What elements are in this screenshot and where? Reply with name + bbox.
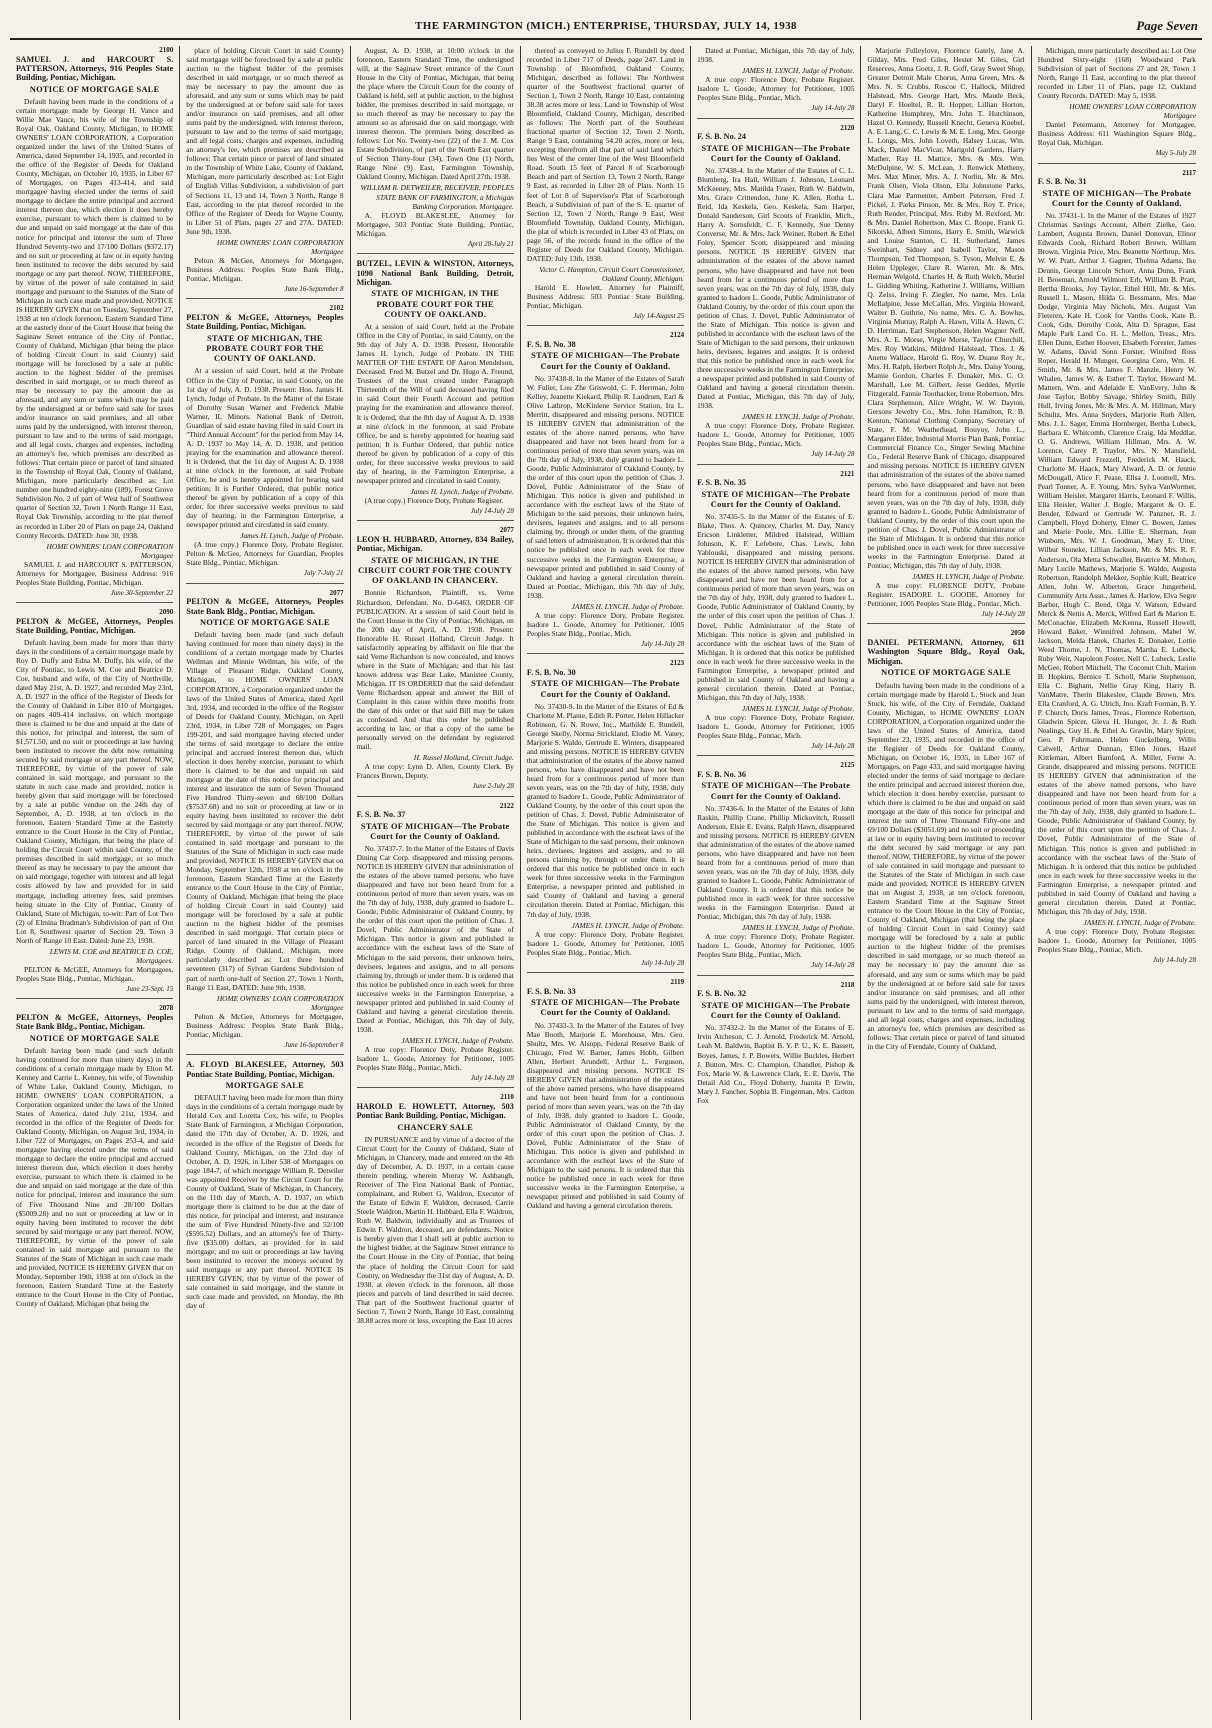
notice-signature: HOME OWNERS' LOAN CORPORATION Mortgagee	[1069, 102, 1196, 121]
notice-run-dates: July 14-July 28	[470, 506, 514, 515]
notice-attorney-header: PELTON & McGEE, Attorneys, Peoples State Bank Bldg., Pontiac, Michigan.	[186, 597, 344, 616]
notice-attorney-block: Daniel Petermann, Attorney for Mortgagee, Business Address: 611 Washington Square Bldg., Royal Oak, Michigan.	[1037, 120, 1196, 148]
notice-run-dates: June 16-September 8	[284, 284, 344, 293]
legal-notice	[527, 46, 684, 326]
notice-signature: JAMES H. LYNCH, Judge of Probate.	[912, 571, 1025, 581]
notice-heading: STATE OF MICHIGAN—The Probate Court for the County of Oakland.	[360, 821, 510, 841]
notice-heading: NOTICE OF MORTGAGE SALE	[29, 1033, 160, 1043]
legal-notice	[867, 629, 1024, 1055]
notice-number: 2123	[670, 659, 685, 668]
notice-run-dates: July 14-August 25	[633, 311, 685, 320]
notice-attorney-header: F. S. B. No. 36	[697, 769, 746, 779]
column-2	[180, 46, 350, 1720]
legal-notice	[697, 124, 854, 465]
notice-number: 2102	[329, 304, 344, 313]
notice-signature: HOME OWNERS' LOAN CORPORATION Mortgagee	[216, 993, 344, 1012]
legal-notice	[186, 589, 343, 1056]
notice-body: No. 37433-3. In the Matter of the Estates of Ivey Mae Booth, Marjorie E. Morehouse, Mrs. Geo. Shultz, Mrs. W. Alsopp, Federal Reserve Bank of Chicago, Fred W. Barner, James Hobb, Gilbert Allen, Herbert Arundell, Arthur L. Ferguson, disappeared and missing persons. NOTICE IS HEREBY GIVEN that administration of the estates of the above named persons, who have disappeared and have not been heard from for a continuous period of more than seven years, was on the 7th day of July, 1938, duly granted to Isadore L. Goode, Public Administrator of Oakland County, by the order of this court upon the petition of Chas. J. Dovel, Public Administrator of the State of Michigan. This notice is given and published in accordance with the escheat laws of the State of Michigan to the said persons. It is ordered that this notice be published once in each week for three successive weeks in the Farmington Enterprise, a newspaper printed and published in said County of Oakland and having a general circulation therein.	[526, 1020, 685, 1211]
notice-attorney-header: HAROLD E. HOWLETT, Attorney, 503 Pontiac Bank Building, Pontiac, Michigan.	[356, 1101, 514, 1121]
legal-notice	[186, 1060, 343, 1315]
column-7	[1032, 46, 1202, 1720]
legal-notice	[1038, 46, 1196, 164]
column-3	[351, 46, 521, 1720]
notice-heading: STATE OF MICHIGAN, IN THE CIRCUIT COURT FOR THE COUNTY OF OAKLAND IN CHANCERY.	[358, 555, 513, 586]
notice-body: thereof as conveyed to Julius F. Rundell by deed recorded in Liber 717 of Deeds, page 247. Land in Township of Bloomfield, Oakland County, Michigan, described as follows: The Northwest quarter of the Southwest fractional quarter of Section 1, Town 2 North, Range 10 East, containing 38.38 acres more or less. Land in Township of West Bloomfield, Oakland County, Michigan, described as follows: The North part of the Southeast fractional quarter of Section 12, Town 2 North, Range 9 East, containing 54.20 acres, more or less, excepting therefrom all that part of said land which lies West of the center line of the West Bloomfield Road. South 15 feet of Parcel 8 of Scarborough Beach and part of Section 13, Town 2 North, Range 9 East, as recorded in Liber 28 of Plats. North 15 feet of Lot 8 of Supervisor's Plat of Scarborough Beach, a Subdivision of part of the S. E. quarter of Section 12, Town 2 North, Range 9 East, West Bloomfield Township, Oakland County, Michigan, the plat of which is recorded in Liber 43 of Plats, on page 56, of the records found in the office of the Register of Deeds for Oakland County, Michigan. DATED: July 13th, 1938.	[526, 46, 685, 263]
notice-body: No. 37431-1. In the Matter of the Estates of 1927 Christmas Savings Account, Albert Zielke, Geo. Lambert, Augusta Brown, Daniel Donovan, Elinor Edwards Cook, Richard Robert Brown, William Brown, Virginia Price, Mrs. Beanette Northrup, Mrs. W. W. Pratt, Arthur J. Gagner, Thelma Adams, Ike Dennis, George Lincoln Schorr, Anna Dunn, Frank H. Broeman, Arnold Wilmont Erb, William B. Pratt, Bertha Brooks, Joy Taylor, Ethel Hill, Mr. & Mrs. Russell L. Mason, Hilda G. Bessmann, Mrs. Mae Dodge, Virginia May Nichols, Mrs. August Van Fleteren, Kate H. Cook for Vanths Cook, Kate B. Cook, Gdn. Dorothy Cook, Alta D. Sprague, East Maple Park Land Co. H. L. Mellon, Treas., Mrs. Ellen Dunn, Esther Hoover, Elsabeth Forester, James W. Adams, David Sonn Forster, Winifred Ross Roper, Herald H. Munger, Georgina Cero, Wm. H. Smith, Mr. & Mrs. James F. Manzle, Henry W. Whalen, James W. & Esther T. Taylor, Howard M. Mattern, Wm. and Adelaide E. VanEvery, John & Jose Taylor, Bobby Savage, Shirley Smith, Billy Hull, Irving Jones, Mr. & Mrs. A. M. Hillman, Mary Schultz, Mrs. Anna Snyders, Marjorie Ruth Allen, Mrs. J. L. Sager, Emma Hornberger, Bertha Lubeck, Barbara E. Whitcomb, Clarence Craig, Ida Meddlar, O. G. Andrews, William Hillman, Mrs. A. W. Lorence, Carey P. Traylor, Mrs. N. Mansfield, William Edward Frezzell, Frederick M. Haack, Charlotte M. Haack, Mary Alward, A. D. or Jennie McDougall, Alice F. Pease, Ellsa J. Loomell, Mrs. Pearl Tonner, A. F. Young, Mrs. Sylva VanWormer, William Heisler, Margaret Harris, Leonard F. Willis, Ella Heisler, Walter J. Bogle, Margaret & O. E. Bender, Edward or Gertrude W. Panzner, R. J. Campbell, Floyd Doherty, Elmer C. Bowen, James and Marie Poole, Mrs. Lillie E. Sherman, Jean Winborn, Mrs. W. J. Goodman, Mary E. Utter, Wilbur Stoneke, Lillian Jackson, Mr. & Mrs. R. F. Anderson, Ola Metta Schwaller, Beatrice M. Mohon, Mary Lucile Mathews, Marjorie S. Waldo, Augusta Robertson, Randolph Mekker, Sophie Kull, Beatrice Allen, John W. Alberton, Grace Jungerheid, Community Arts Assn., James A. Harlow, Elva Segre Barber, Hugh C. Bend, Olga V. Watson, Edward Merck & Nettis A. Merck, Wilfred Earl & Marion E. McConachie, Elizabeth McKenna, Russell Howell, Howard Baker, Winnifred Johnson, Mabel W. Jackson, Melda Hanek, Charles E. Donaker, Lottie Weed Thorne, J. N. Thomas, Martha E. Lubeck, Ruby Weir, Napoleon Foster, Nell C. Lubeck, Leslie McGee, Robert Mitchell, The Coconut Club, Marion B. Hopkins, Bernice T. Scholl, Marie Stephenson, Ella C. Bigham, Nellie Gray King, Harry B. VanMatre, Therin Blakeslee, Claude Brown, Mrs. Ella Cranford, A. G. Ulrich, Jno. Kraft Forman, B. Y. P. Church, Doris James, Treas., Florence Robertson, Gladwin Spicer, Gleva H. Hunger, Jr. J. & Ruth Nealings, Guy H. & Ethel A. Gravlin, Mary Spicer, Geo. P. Fuhrmann, Helen Guckelberg, Willis Calwell, Arthur Dunnan, Ellen Jones, Hazel Kittleman, Albert Bamford, A. Miller, Ferne A. Grande, disappeared and missing persons. NOTICE IS HEREBY GIVEN that administration of the estates of the above named persons, who have disappeared and have not been heard from for a continuous period of more than seven years, was on the 7th day of July, 1938, duly granted to Isadore L. Goode, Public Administrator of Oakland County, by the order of this court upon the petition of Chas. J. Dovel, Public Administrator of the State of Michigan. This notice is given and published in accordance with the escheat laws of the State of Michigan. It is ordered that this notice be published once in each week for three successive weeks in the Farmington Enterprise, a newspaper printed and published in said County of Oakland and having a general circulation therein. Dated at Pontiac, Michigan, this 7th day of July, 1938.	[1037, 211, 1196, 916]
notice-body: Michigan, more particularly described as: Lot One Hundred Sixty-eight (168) Woodward Park Subdivision of part of Sections 27 and 28, Town 1 North, Range 11 East, according to the plat thereof recorded in Liber 11 of Plats, page 12, Oakland County Records. DATED: May 5, 1938.	[1037, 46, 1196, 101]
legal-notice	[867, 46, 1024, 624]
legal-notice	[697, 46, 854, 119]
notice-attorney-header: F. S. B. No. 33	[526, 986, 576, 996]
legal-notice	[527, 659, 684, 973]
notice-attorney-block: (A true copy.) Florence Doty, Probate Register. Pelton & McGee, Attorneys for Guardian, Peoples State Bldg., Pontiac, Michigan.	[186, 540, 344, 568]
notice-number: 2050	[1010, 629, 1025, 638]
legal-notice	[1038, 169, 1196, 970]
notice-signature: JAMES H. LYNCH, Judge of Probate.	[741, 703, 855, 713]
notice-number: 2077	[499, 526, 514, 535]
notice-signature: HOME OWNERS' LOAN CORPORATION Mortgagee	[216, 237, 344, 256]
notice-number: 2090	[159, 608, 174, 617]
notice-body: No. 37435-5. In the Matter of the Estates of E. Blake, Thos. A. Quincey, Charles M. Day, Nancy Ericson Linkletter, Mildred Halstead, William Johnson, K. F. Lefebore, Chas. Lewis, John Yablouski, disappeared and missing persons. NOTICE IS HEREBY GIVEN that administration of the estates of the above named persons, who have disappeared and have not been heard from for a continuous period of more than seven years, was on the 7th day of July, 1938, duly granted to Isadore L. Goode, Public Administrator of Oakland County, by the order of this court upon the petition of Chas. J. Dovel, Public Administrator of the State of Michigan. This notice is given and published in accordance with the escheat laws of the State of Michigan. It is ordered that this notice be published once in each week for three successive weeks in the Farmington Enterprise, a newspaper printed and published in said County of Oakland and having a general circulation therein. Dated at Pontiac, Michigan, this 7th day of July, 1938.	[697, 512, 855, 702]
legal-notice	[357, 802, 514, 1089]
notice-run-dates: July 14-July 28	[811, 450, 855, 459]
legal-notice	[697, 761, 854, 976]
notice-number: 2110	[500, 1093, 514, 1102]
notice-number: 2120	[840, 123, 855, 132]
notice-attorney-header: PELTON & McGEE, Attorneys, Peoples State Building, Pontiac, Michigan.	[16, 616, 174, 636]
notice-body: Marjorie Fulleylove, Florence Gately, Jane A. Gilday, Mrs. Fred Giles, Hester M. Giles, Girl Reserves, Anna Goetz, J. R. Goff, Gray Sweet Shop, Greater Detroit Male Chorus, Anna Green, Mrs. & Mrs. N. S. Crubbs, Roscoe C. Hallock, Mildred Halstead, Mrs. George Hart, Mrs. Maude Beck, Daryl F. Hoeltel, R. R. Hopper, Lillian Horton, Katherine Humphrey, Mrs. John T. Hutchinson, Hazel O. Kennedy, Russell Knecht, Geneva Knebel, A. E. Lang, C. C. Lewis & M. E. Long, Mrs. George L. Longs, Mrs. John Loveth, Halsey Lucas, Wm. Mack, Daniel MacVicar, Marigold Gardens, Harry Mather, Ray H. Mattice, Mrs. & Mrs. Wm. McDulpine, W. S. McLean, J. Renwick Metheny, Mrs. Max Miner, Mrs. A. J. Norlin, Mr. & Mrs. Frank Olsen, Viola Olson, Ella Johnstone Parks, Clara Mae Parmenter, Ambert Peterson, Fred J. Pickel, J. Parks Pinson, Mr. & Mrs. Roy T. Price, Ruth Render, Principal, Mrs. Ruby M. Rexford, Mr. & Mrs. Daniel Robertson, Max C. Roope, Frank G. Sikorski, Albert Simons, Harry E. Smith, Warwick and Louise Stanton, C. H. Sutherland, James Sweinhart, Sidney and Isabell Taylor, Mason Thompson, Ted Thompson, S. Tyson, Melvin E. & Helen Uppleger, Clare R. Warren, Mr. & Mrs. Herman Welgold, Charles H. & Ruth Welch, Muriel L. Gidding Whiting, Katherine J. Williams, William Q. Zelss, Irving F. Ziegler, No name, Mrs. Lola McIlalpine, Jesse McCallan, Mrs. Virginia Howard, Walter B. Guthrie, No name, Mrs. C. A. Bowlus, Virginia Murray, Ralph A. Hawn, Villa A. Hawn, C. D. Herriman, Earl Stephenson, Helen Wagner Neff, Mrs. A. E. Morse, Virgie Morse, Taylor Churchill, Mrs. Roy Watkins, Mildred Halstead, Thos. J. & Anette Wallace, Harold G. Roy, W. Duane Roy Jr., Mrs. H. Ralph, Herbert Rolph Jr., Mrs. Daisy Young, Mamie Gordon, Charles F. Donaker, Mrs. C. O. Marshall, Lee M. Gilbert, Jesse Geddes, Myrtle Fitzgerald, Fannie Toothacker, Irene Robertson, Mrs. Clara Stephenson, Alice Wright, W. W. Dayton, Gersons Jewelry Co., Mrs. John Hamilton, R. B. Kenton, National Clothing Company, Secretary of State, F. M. Weatherhead, Bouyuy, John L., Margaret Elder, Industrial Morris Plan Bank, Pontiac Commercial Finance Co., Singer Sewing Machine Co., Federal Reserve Bank of Chicago, disappeared and missing persons. NOTICE IS HEREBY GIVEN that administration of the estates of the above named persons, who have disappeared and have not been heard from for a continuous period of more than seven years, was on the 7th day of July, 1938, duly granted to Isadore L. Goode, Public Administrator of Oakland County, by the order of this court upon the petition of Chas. J. Dovel, Public Administrator of the State of Michigan. It is ordered that this notice be published once in each week for three successive weeks in the Farmington Enterprise. Dated at Pontiac, Michigan, this 7th day of July, 1938.	[867, 46, 1025, 570]
notice-run-dates: July 14-July 28	[640, 639, 685, 648]
notice-heading: CHANCERY SALE	[397, 1122, 474, 1132]
notice-body: No. 37437-7. In the Matter of the Estates of Davis Dining Car Corp. disappeared and missing persons. NOTICE IS HEREBY GIVEN that administration of the estates of the above named persons, who have disappeared and have not been heard from for a continuous period of more than seven years, was on the 7th day of July, 1938, duly granted to Isadore L. Goode, Public Administrator of Oakland County, by the order of this court upon the petition of Chas. J. Dovel, Public Administrator of the State of Michigan. This notice is given and published in accordance with the escheat laws of the State of Michigan to the said persons, their unknown heirs, devisees, legatees and assigns, and to all persons claiming by, through or under them. It is ordered that this notice be published once in each week for three successive weeks in the Farmington Enterprise, a newspaper printed and published in said County of Oakland and having a general circulation therein. Dated at Pontiac, Michigan, this 7th day of July, 1938.	[356, 844, 514, 1034]
legal-notice	[16, 608, 173, 999]
notice-attorney-header: A. FLOYD BLAKESLEE, Attorney, 503 Pontiac State Building, Pontiac, Michigan.	[186, 1060, 344, 1079]
legal-notices-page	[10, 46, 1202, 1720]
notice-number: 2122	[499, 801, 514, 810]
notice-signature: James H. Lynch, Judge of Probate.	[240, 531, 344, 541]
column-4	[521, 46, 691, 1720]
notice-body: August, A. D. 1938, at 10:00 o'clock in the forenoon, Eastern Standard Time, the undersigned will, at the Saginaw Street entrance of the Court House in the City of Pontiac, Michigan, that being the place where the Circuit Court for the county of Oakland is held, sell at public auction, to the highest bidder, the premises described in said mortgage, or so much thereof as may be necessary to pay the amount so as aforesaid due on said mortgage, with interest thereon. The premises being described as follows: Lot No. Twenty-two (22) of the J. M. Cox Estate Subdivision, of part of the North East quarter of Section Thirty-four (34), Town One (1) North, Range Nine (9) East, Farmington Township, Oakland County, Michigan. Dated April 27th, 1938.	[356, 46, 514, 182]
notice-signature: JAMES H. LYNCH, Judge of Probate.	[741, 923, 855, 933]
notice-run-dates: June 2-July 28	[472, 782, 514, 791]
notice-attorney-block: (A true copy.) Florence Doty, Probate Register.	[364, 495, 504, 505]
notice-attorney-block: A true copy: Florence Doty, Probate Register. Isadore L. Goode, Attorney for Petitioner, 1005 Peoples State Bldg., Pontiac, Mich.	[697, 712, 855, 740]
notice-number: 2121	[840, 469, 855, 478]
notice-attorney-block: A true copy: Florence Doty, Probate Register. Isadore L. Goode, Attorney for Petitioner, 1005 Peoples State Bldg., Pontiac, Mich.	[1037, 926, 1196, 954]
notice-attorney-header: PELTON & McGEE, Attorneys, Peoples State Building, Pontiac, Michigan.	[186, 312, 344, 332]
notice-run-dates: June 30-September 22	[110, 588, 174, 597]
notice-run-dates: May 5-July 28	[1155, 149, 1196, 158]
legal-notice	[186, 304, 343, 583]
legal-notice	[16, 46, 173, 603]
notice-signature: JAMES H. LYNCH, Judge of Probate.	[741, 66, 855, 76]
column-6	[861, 46, 1031, 1720]
notice-attorney-header: F. S. B. No. 30	[526, 667, 576, 677]
notice-attorney-block: A true copy: Florence Doty, Probate Register. Isadore L. Goode, Attorney for Petitioner, 1005 Peoples State Bldg., Pontiac, Mich.	[526, 929, 685, 957]
notice-attorney-header: F. S. B. No. 38	[526, 339, 576, 349]
notice-attorney-header: PELTON & McGEE, Attorneys, Peoples State Bank Bldg., Pontiac, Michigan.	[16, 1012, 174, 1032]
legal-notice	[186, 46, 343, 299]
notice-heading: STATE OF MICHIGAN, THE PROBATE COURT FOR THE COUNTY OF OAKLAND.	[206, 333, 324, 364]
notice-heading: STATE OF MICHIGAN, IN THE PROBATE COURT FOR THE COUNTY OF OAKLAND.	[371, 289, 500, 319]
notice-body: No. 37436-6. In the Matter of the Estates of John Raskin, Phillip Crane, Phillip Mickovitch, Russell Anderson, Elsie E. Evans, Ralph Hawn, disappeared and missing persons. NOTICE IS HEREBY GIVEN that administration of the estates of the above named persons, who have disappeared and have not been heard from for a continuous period of more than seven years, was on the 7th day of July, 1938, duly granted to Isadore L. Goode, Public Administrator of Oakland County. It is ordered that this notice be published once in each week for three successive weeks in the Farmington Enterprise. Dated at Pontiac, Michigan, this 7th day of July, 1938.	[697, 803, 855, 922]
notice-number: 2125	[840, 761, 855, 770]
notice-number: 2078	[159, 1004, 174, 1013]
legal-notice	[357, 46, 514, 254]
notice-body: No. 37430-9. In the Matter of the Estates of Ed & Charlotte M. Plante, Edith R. Porter, Helen Hillacker Robinson, G. N. Rowe, Inc., Mathilde E. Rundell, George Skelly, Norma Strickland, Elodie M. Vaney, Marjorie S. Waldo, Gertrude E. Winters, disappeared and missing persons. NOTICE IS HEREBY GIVEN that administration of the estates of the above named persons, who have disappeared and have not been heard from for a continuous period of more than seven years, was on the 7th day of July, 1938, duly granted to Isadore L. Goode, Public Administrator of Oakland County, by the order of this court upon the petition of Chas. J. Dovel, Public Administrator of the State of Michigan. This notice is given and published in accordance with the escheat laws of the State of Michigan to the said persons, their unknown heirs, devisees, legatees and assigns, and to all persons claiming by, through or under them. It is ordered that this notice be published once in each week for three successive weeks in the Farmington Enterprise, a newspaper printed and published in said County of Oakland and having a general circulation therein. Dated at Pontiac, Michigan, this 7th day of July, 1938.	[526, 701, 685, 919]
notice-run-dates: July 14-July 28	[981, 609, 1025, 618]
notice-body: Dated at Pontiac, Michigan, this 7th day of July, 1938.	[697, 46, 855, 65]
legal-notice	[357, 1093, 514, 1329]
notice-run-dates: June 23-Sept. 15	[126, 984, 174, 993]
notice-body: Default having been made (and such default having continued for more than ninety days) in the conditions of a certain mortgage made by Elton M. Kenney and Carrie L. Kenney, his wife, of Township of White Lake, Oakland County, Michigan, to HOME OWNERS' LOAN CORPORATION, a Corporation organized under the laws of the United States of America, dated July 21st, 1934, and recorded in the office of the Register of Deeds for Oakland County, Michigan, on August 3rd, 1934, in Liber 722 of Mortgages, on Pages 253-4, and said mortgagee having elected under the terms of said mortgage to declare the entire principal and accrued interest thereon due, which election it does hereby exercise, pursuant to which there is claimed to be due and unpaid on said mortgage at the date of this notice for principal, interest and insurance the sum of Five Thousand Nine and 28/100 Dollars ($5009.28) and no suit or proceeding at law or in equity having been instituted to recover the debt secured by said mortgage or any part thereof. NOW, THEREFORE, by virtue of the power of sale contained in said mortgage and pursuant to the Statutes of the State of Michigan in such case made and provided, NOTICE IS HEREBY GIVEN that on Monday, September 19th, 1938 at ten o'clock in the forenoon, Eastern Standard Time at the Easterly entrance to the Court House in the City of Pontiac, County of Oakland, Michigan (that being the	[16, 1045, 174, 1308]
notice-number: 2100	[159, 46, 174, 54]
notice-signature: JAMES H. LYNCH, Judge of Probate.	[1083, 917, 1196, 927]
notice-attorney-block: A true copy: Florence Doty, Probate Register. Isadore L. Goode, Attorney for Petitioner, 1005 Peoples State Bldg., Pontiac, Mich.	[526, 610, 685, 638]
notice-body: Default having been made (and such default having continued for more than ninety days) in the conditions of a certain mortgage made by Charles Wellman and Minnie Wellman, his wife, of the Village of Pleasant Ridge, Oakland County, Michigan, to HOME OWNERS' LOAN CORPORATION, a Corporation organized under the laws of the United States of America, dated April 3rd, 1934, and recorded in the office of the Register of Deeds for Oakland County, Michigan, on April 23rd, 1934, in Liber 728 of Mortgages, on Pages 199-201, and said mortgagee having elected under the terms of said mortgage to declare the entire principal and accrued interest thereon due, which election it does hereby exercise, pursuant to which there is claimed to be due and unpaid on said mortgage at the date of this notice for principal and interest and insurance the sum of Seven Thousand Five Hundred Thirty-seven and 68/100 Dollars ($7537.68) and no suit or proceeding at law or in equity having been instituted to recover the debt secured by said mortgage or any part thereof. NOW, THEREFORE, by virtue of the power of sale contained in said mortgage and pursuant to the Statutes of the State of Michigan in such case made and provided, NOTICE IS HEREBY GIVEN that on Monday, September 12th, 1938 at ten o'clock in the forenoon, Eastern Standard Time at the Easterly entrance to the Court House in the City of Pontiac, County of Oakland, Michigan (that being the place of holding Circuit Court in said County) said mortgage will be foreclosed by a sale at public auction to the highest bidder of the premises described in said mortgage. That certain piece or parcel of land situated in the Village of Pleasant Ridge, County of Oakland, Michigan, more particularly described as: Lot three hundred seventeen (317) of Sylvan Gardens Subdivision of part of north one-half of Section 27, Town 1 North, Range 11 East, DATED: June 9th, 1938.	[186, 630, 344, 992]
notice-attorney-header: SAMUEL J. and HARCOURT S. PATTERSON, Attorneys, 916 Peoples State Building, Pontiac, Michigan.	[16, 54, 174, 83]
notice-attorney-block: A true copy: Lynn D. Allen, County Clerk. By Frances Brown, Deputy.	[356, 762, 514, 781]
notice-signature: JAMES H. LYNCH, Judge of Probate.	[571, 601, 685, 611]
notice-run-dates: July 7-July 21	[303, 569, 344, 578]
notice-signature: James H. Lynch, Judge of Probate.	[410, 486, 514, 496]
legal-notice	[16, 1004, 173, 1313]
notice-signature: HOME OWNERS' LOAN CORPORATION Mortgagee	[46, 541, 174, 560]
notice-body: DEFAULT having been made for more than thirty days in the conditions of a certain mortgage made by Herald Cox and Loretta Cox, his wife, to Peoples State Bank of Farmington, a Michigan Corporation, dated the 17th day of October, A. D. 1926, and recorded in the office of the Register of Deeds for Oakland County, Michigan, on the 23rd day of October, A. D. 1926, in Liber 538 of Mortgages on page 184-7, of which mortgage William R. Detwiler was appointed Receiver by the Circuit Court for the County of Oakland, State of Michigan, in Chancery, on the 11th day of March, A. D. 1937, on which mortgage there is claimed to be due at the date of this notice, for principal and interest, and insurance the sum of Five Hundred Ninety-five and 52/100 ($595.52) Dollars, and an attorney's fee of Thirty-five ($35.00) dollars, as provided for in said mortgage, and no suit or proceedings at law having been instituted to recover the moneys secured by said mortgage or any part thereof. NOTICE IS HEREBY GIVEN, that by virtue of the power of sale contained in said mortgage, and the statute in such case made and provided, on Monday, the 8th day of	[186, 1093, 344, 1311]
notice-number: 2119	[670, 978, 685, 987]
notice-run-dates: July 14-July 28	[1152, 955, 1196, 964]
notice-signature: LEWIS M. COE and BEATRICE D. COE, Mortgagees.	[49, 946, 174, 965]
legal-notice	[527, 331, 684, 654]
notice-signature: Victor C. Hampton, Circuit Court Commissioner, Oakland County, Michigan.	[539, 264, 685, 283]
notice-body: Bonnie Richardson, Plaintiff, vs. Verne Richardson, Defendant. No. D-6463. ORDER OF PUBLICATION. At a session of said Court held in the Court House in the City of Pontiac, Michigan, on the 20th day of April, A. D. 1938. Present: Honorable H. Russel Holland, Circuit Judge. It satisfactorily appearing by affidavit on file that the said Verne Richardson is now concealed, and knows where in the State of Michigan; and that his last known address was Bear Lake, Manistee County, Michigan. IT IS ORDERED that the said defendant Verne Richardson appear and answer the Bill of Complaint in this cause within three months from the date of this order or that said Bill may be taken as confessed. And that this order be published according to law, or that a copy of the same be personally served on the defendant by registered mail.	[356, 588, 514, 752]
legal-notice	[527, 978, 684, 1215]
masthead	[10, 14, 1202, 40]
notice-body: Default having been made in the conditions of a certain mortgage made by George H. Vance and Willie Mae Vance, his wife of the Township of Royal Oak, Oakland County, Michigan, to HOME OWNERS' LOAN CORPORATION, a Corporation organized under the laws of the United States of America, dated September 14, 1935, and recorded in the office of the Register of Deeds for Oakland County, Michigan, on October 10, 1935, in Liber 67 of Mortgages, on Pages 413-414, and said mortgagee having elected under the terms of said mortgage to declare the entire principal and accrued interest thereon due, which election it does hereby exercise, pursuant to which there is claimed to be due and unpaid on said mortgage at the date of this notice for principal and interest the sum of Three Hundred Seventy-two and 17/100 Dollars ($372.17) and no suit or proceeding at law or in equity having been instituted to recover the debt secured by said mortgage or any part thereof. NOW, THEREFORE, by virtue of the power of sale contained in said mortgage and pursuant to the Statutes of the State of Michigan in such case made and provided, NOTICE IS HEREBY GIVEN that on Tuesday, September 27, 1938 at ten o'clock forenoon, Eastern Standard Time at the easterly door of the Court House that being the Saginaw Street entrance of the City of Pontiac, County of Oakland, Michigan (that being the place of holding Circuit Court in said County) said mortgage will be foreclosed by a sale at public auction to the highest bidder of the premises described in said mortgage, or so much thereof as may be necessary to pay the amount due as aforesaid, and any sum or sums which may be paid by the undersigned at or before said sale for taxes and/or insurance on said premises, and all other sums paid by the undersigned, with interest thereon, pursuant to law and to the terms of said mortgage, and all legal costs, charges and expenses, including an attorney's fee, which premises are described as follows: That certain piece or parcel of land situated in the Township of Royal Oak, County of Oakland, Michigan, more particularly described as: Lot number one hundred eighty-nine (189), Forest Grove Subdivision No. 2 of part of West half of Southwest quarter of Section 32, Town 1 North Range 11 East, Royal Oak Township, according to the plat thereof as recorded in Liber 20 of Plats on page 24, Oakland County Records. DATED: June 30, 1938.	[16, 97, 174, 540]
notice-heading: STATE OF MICHIGAN—The Probate Court for the County of Oakland.	[701, 781, 851, 801]
notice-number: 2117	[1182, 168, 1196, 177]
notice-signature: WILLIAM R. DETWEILER, RECEIVER, PEOPLES STATE BANK OF FARMINGTON, a Michigan Banking Corporation. Mortgagee.	[360, 183, 514, 211]
notice-heading: STATE OF MICHIGAN—The Probate Court for the County of Oakland.	[531, 351, 680, 371]
legal-notice	[697, 470, 854, 757]
notice-body: Defaults having been made in the conditions of a certain mortgage made by Harold L. Stock and Jean Stock, his wife, of the City of Ferndale, Oakland County, Michigan, to HOME OWNERS' LOAN CORPORATION, a Corporation organized under the laws of the United States of America, dated September 23, 1935, and recorded in the office of the Register of Deeds for Oakland County, Michigan, on October 16, 1935, in Liber 167 of Mortgages, on Page 433, and said mortgagee having elected under the terms of said mortgage to declare the entire principal and accrued interest thereon due, which election it does hereby exercise, pursuant to which there is claimed to be due and unpaid on said mortgage at the date of this notice for principal and interest the sum of Three Thousand Fifty-one and 69/100 Dollars ($3051.69) and no suit or proceeding at law or in equity having been instituted to recover the debt secured by said mortgage or any part thereof. NOW, THEREFORE, by virtue of the power of sale contained in said mortgage and pursuant to the Statutes of the State of Michigan in such case made and provided, NOTICE IS HEREBY GIVEN that on August 3, 1938, at ten o'clock forenoon, Eastern Standard Time at the Saginaw Street entrance to the Court House in the City of Pontiac, County of Oakland, Michigan (that being the place of holding Circuit Court in said County) said mortgage will be foreclosed by a sale at public auction to the highest bidder of the premises described in said mortgage, or so much thereof as may be necessary to pay the amount due as aforesaid, and any sum or sums which may be paid by the undersigned at or before said sale for taxes and/or insurance on said premises, and all other sums paid by the undersigned, with interest thereon, pursuant to law and to the terms of said mortgage, and all legal costs, charges and expenses, including an attorney's fee, which premises are described as follows: That certain piece or parcel of land situated in the City of Ferndale, County of Oakland,	[867, 680, 1025, 1051]
newspaper-title: THE FARMINGTON (MICH.) ENTERPRISE, THURSDAY, JULY 14, 1938	[415, 20, 797, 32]
notice-heading: NOTICE OF MORTGAGE SALE	[881, 668, 1011, 678]
notice-signature: H. Russel Holland, Circuit Judge.	[413, 753, 514, 763]
column-1	[10, 46, 180, 1720]
notice-body: No. 37432-2. In the Matter of the Estates of E. Irvin Atcheson, C. J. Arnold, Frederick M. Arnold, Leah M. Baldwin, Baptist B. Y. P. U., K. E. Bassett, Boyes, James, J. P. Bowers, Willie Buckles, Herbert J. Button, Mrs. C. Champion, Chandler, Pishop & Fox, Marie W. & Lawrence Clark, E. E. Davis, The Detail Aid Co., Floyd Doherty, Juanita P. Erwin, Mary J. Fancher, Sophia B. Fingerman, Mrs. Carlton Fox	[697, 1023, 855, 1105]
notice-attorney-header: DANIEL PETERMANN, Attorney, 611 Washington Square Bldg., Royal Oak, Michigan.	[867, 638, 1025, 666]
notice-attorney-header: F. S. B. No. 31	[1037, 177, 1087, 187]
legal-notice	[697, 981, 854, 1110]
notice-run-dates: April 28-July 21	[467, 239, 514, 248]
notice-heading: STATE OF MICHIGAN—The Probate Court for the County of Oakland.	[701, 143, 851, 163]
notice-run-dates: July 14-July 28	[470, 1073, 514, 1082]
notice-attorney-block: Harold E. Howlett, Attorney for Plaintiff, Business Address: 503 Pontiac State Building, Pontiac, Michigan.	[526, 282, 685, 310]
notice-heading: STATE OF MICHIGAN—The Probate Court for the County of Oakland.	[701, 1000, 851, 1021]
notice-heading: NOTICE OF MORTGAGE SALE	[200, 618, 330, 628]
notice-attorney-header: F. S. B. No. 35	[697, 478, 746, 488]
column-5	[691, 46, 861, 1720]
notice-body: IN PURSUANCE and by virtue of a decree of the Circuit Court for the County of Oakland, State of Michigan, in Chancery, made and entered on the 4th day of December, A. D. 1937, in a certain cause therein pending, wherein Murray W. Ashbaugh, Receiver of The First National Bank of Pontiac, complainant, and Robert G. Waldron, Executor of the Estate of Edwin F. Waldron, deceased, Carrie Steele Waldron, Martin H. Hubbard, Ella F. Waldron, Ruth W. Baldwin, individually and as Trustees of Edwin F. Waldron, deceased, are defendants. Notice is hereby given that I shall sell at public auction to the highest bidder, at the Saginaw Street entrance to the Court House in the City of Pontiac, that being the place of holding the Circuit Court for said County, on Wednesday the 31st day of August, A. D. 1938, at eleven o'clock in the forenoon, all those pieces and parcels of land described in said decree. That part of the Southwest fractional quarter of Section 7, Town 2 North, Range 10 East, containing 38.88 acres more or less, excepting the East 10 acres	[356, 1135, 514, 1325]
notice-heading: STATE OF MICHIGAN—The Probate Court for the County of Oakland.	[701, 489, 851, 509]
notice-attorney-header: LEON H. HUBBARD, Attorney, 834 Bailey, Pontiac, Michigan.	[356, 534, 514, 554]
legal-notice	[357, 526, 514, 796]
notice-run-dates: June 16-September 8	[284, 1040, 344, 1049]
notice-attorney-block: A true copy: Florence Doty, Probate Register. Isadore L. Goode, Attorney for Petitioner, 1005 Peoples State Bldg., Pontiac, Mich.	[697, 421, 855, 449]
notice-number: 2124	[670, 331, 685, 340]
notice-signature: JAMES H. LYNCH, Judge of Probate.	[401, 1035, 514, 1045]
notice-body: No. 37438-4. In the Matter of the Estates of C. L. Blumberg, Ira Hall, William J. Johnson, Leonard McKeeney, Mrs. Matilda Fraser, Ruth W. Baldwin, Mrs. Grace Crittendon, June K. Allen, Rotha L. Reid, Ida Keskela, Geo. Keskela, Sam Harper, Donald Sanderson, Girl Scouts of Franklin, Mich., Harry A. Sornsfeldt, C. F. Kennedy, Sue Denny Converse, Mr. & Mrs. Jack Weiner, Robert & Ethel Foley, Spencer Scott, disappeared and missing persons. NOTICE IS HEREBY GIVEN that administration of the estates of the above named persons, who have disappeared and have not been heard from for a continuous period of more than seven years, was on the 7th day of July, 1938, duly granted to Isadore L. Goode, Public Administrator of Oakland County, by the order of this court upon the petition of Chas. J. Dovel, Public Administrator of the State of Michigan. This notice is given and published in accordance with the escheat laws of the State of Michigan to the said persons, their unknown heirs, devisees, legatees and assigns. It is ordered that this notice be published once in each week for three successive weeks in the Farmington Enterprise, a newspaper printed and published in said County of Oakland and having a general circulation therein. Dated at Pontiac, Michigan, this 7th day of July, 1938.	[697, 166, 855, 410]
notice-attorney-header: BUTZEL, LEVIN & WINSTON, Attorneys, 1090 National Bank Building, Detroit, Michigan.	[356, 259, 514, 288]
notice-body: place of holding Circuit Court in said County) said mortgage will be foreclosed by a sale at public auction to the highest bidder of the premises described in said mortgage, or so much thereof as may be necessary to pay the amount due as aforesaid, and any sum or sums which may be paid by the undersigned at or before said sale for taxes and/or insurance on said premises, and all other sums paid by the undersigned, with interest thereon, pursuant to law and to the terms of said mortgage, and all legal costs, charges and expenses, including an attorney's fee, which premises are described as follows: That certain piece or parcel of land situated in the Township of White Lake, County of Oakland, Michigan, more particularly described as: Lot Eight of English Villas Subdivision, a subdivision of part of Sections 11, 13 and 14, Town 3 North, Range 8 East, according to the plat thereof recorded in the Office of the Register of Deeds for Wayne County, in Liber 51 of Plats, pages 27 and 27A. DATED: June 9th, 1938.	[186, 46, 344, 236]
notice-heading: STATE OF MICHIGAN—The Probate Court for the County of Oakland.	[531, 679, 680, 699]
notice-attorney-block: A true copy: Florence Doty, Probate Register. Isadore L. Goode, Attorney for Petitioner, 1005 Peoples State Bldg., Pontiac, Mich.	[697, 75, 855, 103]
notice-attorney-header: F. S. B. No. 37	[356, 810, 406, 820]
notice-attorney-header: F. S. B. No. 24	[697, 132, 746, 142]
notice-heading: STATE OF MICHIGAN—The Probate Court for the County of Oakland.	[531, 998, 680, 1018]
notice-attorney-block: PELTON & McGEE, Attorneys for Mortgagees, Peoples State Bldg., Pontiac, Michigan.	[16, 964, 174, 983]
notice-heading: STATE OF MICHIGAN—The Probate Court for the County of Oakland.	[1042, 188, 1192, 209]
notice-attorney-block: A true copy: Florence Doty, Probate Register. Isadore L. Goode, Attorney for Petitioner, 1005 Peoples State Bldg., Pontiac, Mich.	[356, 1044, 514, 1072]
notice-heading: NOTICE OF MORTGAGE SALE	[29, 84, 160, 94]
notice-body: At a session of said Court, held at the Probate Office in the City of Pontiac, in said County, on the 1st day of July, A. D. 1938. Present: Hon. James H. Lynch, Judge of Probate. In the Matter of the Estate of Dorothy Susan Warner and Frederick Mabie Warner, II, Minors. National Bank of Detroit, Guardian of said estate having filed in said Court its "Third Annual Account" for the period from May 14, A. D. 1937 to May 14, A. D. 1938, and petition praying for the examination and allowance thereof. It is Ordered, that the 1st day of August A. D. 1938 at nine o'clock in the forenoon, at said Probate Office, be and is hereby appointed for hearing said petition; It is Further Ordered, that public notice thereof be given by publication of a copy of this order, for three successive weeks previous to said day of hearing, in the Farmington Enterprise, a newspaper printed and circulated in said county.	[186, 366, 344, 529]
notice-number: 2077	[329, 588, 344, 597]
notice-run-dates: July 14-July 28	[811, 741, 855, 750]
notice-body: No. 37438-8. In the Matter of the Estates of Sarah W. Fuller, Lou Zhe Griswold, C. F. Herrman, John Kelley, Jeanette Kiekard, Philip R. Landrum, Earl & Olive Lathrop, McKinlene Service Station, Ira L. Merritt, disappeared and missing persons. NOTICE IS HEREBY GIVEN that administration of the estates of the above named persons, who have disappeared and have not been heard from for a continuous period of more than seven years, was on the 7th day of July, 1938, duly granted to Isadore L. Goode, Public Administrator of Oakland County, by the order of this court upon the petition of Chas. J. Dovel, Public Administrator of the State of Michigan. This notice is given and published in accordance with the escheat laws of the State of Michigan to the said persons, their unknown heirs, devisees, legatees and assigns, and to all persons claiming by, through or under them, of the granting of said letters of administration. It is ordered that this notice be published once in each week for three successive weeks in the Farmington Enterprise, a newspaper printed and published in said County of Oakland and having a general circulation therein. Dated at Pontiac, Michigan, this 7th day of July, 1938.	[526, 373, 685, 600]
notice-heading: MORTGAGE SALE	[225, 1081, 305, 1091]
notice-attorney-block: A true copy: FLORENCE DOTY, Probate Register. ISADORE L. GOODE, Attorney for Petitioner, 1005 Peoples State Bldg., Pontiac, Mich.	[867, 580, 1025, 608]
notice-signature: JAMES H. LYNCH, Judge of Probate.	[741, 412, 855, 422]
notice-attorney-block: A true copy: Florence Doty, Probate Register. Isadore L. Goode, Attorney for Petitioner, 1005 Peoples State Bldg., Pontiac, Mich.	[697, 932, 855, 960]
notice-attorney-block: A. FLOYD BLAKESLEE, Attorney for Mortgagee, 503 Pontiac State Building, Pontiac, Michigan.	[356, 210, 514, 238]
notice-attorney-header: F. S. B. No. 32	[697, 989, 746, 999]
legal-notice	[357, 259, 514, 521]
notice-attorney-block: Pelton & McGee, Attorneys for Mortgagee, Business Address: Peoples State Bank Bldg., Pontiac, Michigan.	[186, 255, 344, 283]
notice-number: 2118	[840, 980, 855, 989]
notice-attorney-block: SAMUEL J. and HARCOURT S. PATTERSON, Attorneys for Mortgagee, Business Address: 916 Peoples State Building, Pontiac, Michigan.	[16, 559, 174, 587]
notice-run-dates: July 14-July 28	[811, 961, 855, 970]
notice-body: Default having been made for more than thirty days in the conditions of a certain mortgage made by Roy D. Duffy and Edna M. Duffy, his wife, of the City of Pontiac, to Lewis M. Coe and Beatrice D. Coe, husband and wife, of the City of Northville, dated May 21st, A. D. 1927, and recorded May 23rd, A. D. 1927 in the office of the Register of Deeds for the County of Oakland in Liber 810 of Mortgages, on pages 409-414 inclusive, on which mortgage there is claimed to be due and unpaid at the date of this notice, for principal and interest, the sum of $1,571.50, and no suit or proceedings at law having been instituted to recover the debt now remaining secured by said mortgage or any part thereof. NOW, THEREFORE, by virtue of the power of sale contained in said mortgage, and pursuant to the statute in such case made and provided, notice is hereby given that said mortgage will be foreclosed by a sale at public vendue on the 24th day of September, A. D. 1938, at ten o'clock in the forenoon, Eastern Standard Time at the Easterly entrance to the Court House in the City of Pontiac, Oakland County, Michigan, that being the place of holding the Circuit Court within said County, of the premises described in said mortgage, or so much thereof as may be necessary to pay the amount due on said mortgage, together with interest and all legal costs allowed by law and provided for in said mortgage, including attorney fees, said premises being situate in the City of Pontiac, County of Oakland, State of Michigan, to-wit: Part of Lot Two (2) of Elmina Bradman's Subdivision of part of Out Lot 8, Southwest quarter of Section 29, Town 3 North of Range 10 East. Dated: June 23, 1938.	[16, 637, 174, 945]
notice-run-dates: July 14-July 28	[640, 958, 685, 967]
notice-signature: JAMES H. LYNCH, Judge of Probate.	[571, 920, 685, 930]
page-number: Page Seven	[1136, 18, 1198, 33]
notice-attorney-block: Pelton & McGee, Attorneys for Mortgagee, Business Address: Peoples State Bank Bldg., Pontiac, Michigan.	[186, 1011, 344, 1039]
notice-body: At a session of said Court, held at the Probate Office in the City of Pontiac, in said County, on the 9th day of July A. D. 1938. Present, Honorable James H. Lynch, Judge of Probate. IN THE MATTER OF THE ESTATE OF Aaron Mendelson, Deceased. Fred M. Butzel and Dr. Hugo A. Freund, Trustees of the trust created under Paragraph Thirteenth of the Will of said deceased having filed in said Court their Fourth Account and petition praying for the examination and allowance thereof. It is Ordered, that the 8th day of August A. D. 1938 at nine o'clock in the forenoon, at said Probate Office, be and is hereby appointed for hearing said petition; It is Further Ordered, that public notice thereof be given by publication of a copy of this order, for three successive weeks previous to said day of hearing, in the Farmington Enterprise, a newspaper printed and circulated in said County.	[356, 322, 514, 485]
notice-run-dates: July 14-July 28	[811, 104, 855, 113]
